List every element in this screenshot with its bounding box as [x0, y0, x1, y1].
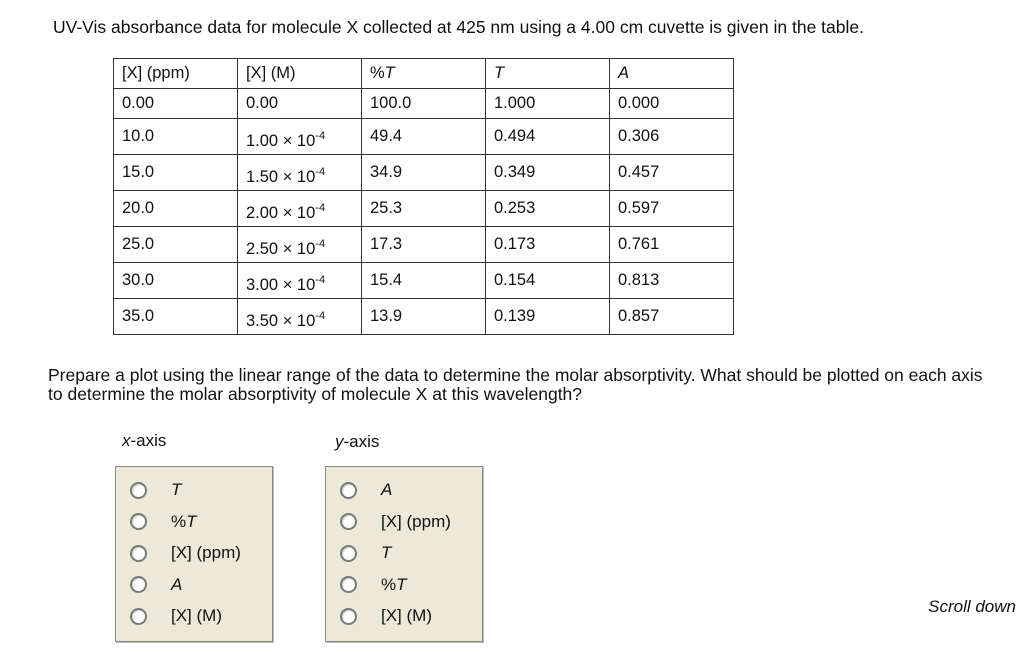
- radio-button[interactable]: [340, 513, 357, 530]
- table-row: [114, 89, 734, 119]
- cell-molar: $3.50 \times 10^{-4}$: [238, 299, 362, 335]
- radio-button[interactable]: [340, 545, 357, 562]
- cell-transmittance: 0.154: [486, 263, 610, 299]
- table-row: [114, 155, 734, 191]
- header-percent-t: %T: [362, 59, 486, 89]
- cell-molar: $2.50 \times 10^{-4}$: [238, 227, 362, 263]
- table-row: [114, 227, 734, 263]
- radio-button[interactable]: [340, 576, 357, 593]
- option-label: A: [171, 574, 183, 594]
- radio-button[interactable]: [340, 482, 357, 499]
- question-text: Prepare a plot using the linear range of the data to determine the molar absorptivity. What should be plotted on each axis to determine the molar absorptivity of molecule X at this wavelength?: [48, 365, 983, 404]
- cell-ppm: 0.00: [114, 89, 238, 119]
- x-axis-option-2[interactable]: [116, 541, 241, 565]
- cell-ppm: 30.0: [114, 263, 238, 299]
- option-label: T: [381, 543, 392, 562]
- option-label: %T: [171, 511, 197, 531]
- cell-transmittance: 0.173: [486, 227, 610, 263]
- cell-molar: 0.00: [238, 89, 362, 119]
- cell-transmittance: 1.000: [486, 89, 610, 119]
- y-axis-option-1[interactable]: [326, 510, 451, 534]
- header-ppm: [X] (ppm): [114, 59, 238, 89]
- cell-transmittance: 0.139: [486, 299, 610, 335]
- cell-absorbance: 0.457: [610, 155, 734, 191]
- cell-percent-t: 49.4: [362, 119, 486, 155]
- cell-molar: $1.50 \times 10^{-4}$: [238, 155, 362, 191]
- cell-ppm: 25.0: [114, 227, 238, 263]
- cell-absorbance: 0.000: [610, 89, 734, 119]
- option-label: [X] (ppm): [381, 511, 451, 531]
- cell-percent-t: 100.0: [362, 89, 486, 119]
- scroll-down-hint: Scroll down: [928, 597, 1016, 616]
- y-axis-option-3[interactable]: [326, 573, 407, 597]
- cell-ppm: 20.0: [114, 191, 238, 227]
- cell-molar: $3.00 \times 10^{-4}$: [238, 263, 362, 299]
- y-axis-option-4[interactable]: [326, 604, 432, 628]
- option-label: [X] (ppm): [171, 543, 241, 562]
- x-axis-option-3[interactable]: [116, 573, 182, 597]
- radio-button[interactable]: [130, 545, 147, 562]
- x-axis-label: x-axis: [122, 431, 167, 450]
- option-label: %T: [381, 574, 407, 594]
- radio-button[interactable]: [130, 576, 147, 593]
- x-axis-options: [115, 466, 273, 642]
- header-transmittance: T: [486, 59, 610, 89]
- cell-absorbance: 0.813: [610, 263, 734, 299]
- cell-ppm: 35.0: [114, 299, 238, 335]
- problem-intro: UV-Vis absorbance data for molecule X collected at 425 nm using a 4.00 cm cuvette is given in the table.: [53, 17, 864, 37]
- y-axis-option-2[interactable]: [326, 541, 391, 565]
- cell-percent-t: 15.4: [362, 263, 486, 299]
- table-row: [114, 263, 734, 299]
- cell-molar: $2.00 \times 10^{-4}$: [238, 191, 362, 227]
- cell-ppm: 10.0: [114, 119, 238, 155]
- cell-percent-t: 17.3: [362, 227, 486, 263]
- cell-absorbance: 0.597: [610, 191, 734, 227]
- y-axis-option-0[interactable]: [326, 478, 392, 502]
- y-axis-label: y-axis: [335, 432, 380, 451]
- cell-transmittance: 0.494: [486, 119, 610, 155]
- x-axis-option-1[interactable]: [116, 510, 197, 534]
- radio-button[interactable]: [130, 482, 147, 499]
- cell-transmittance: 0.349: [486, 155, 610, 191]
- cell-percent-t: 34.9: [362, 155, 486, 191]
- cell-absorbance: 0.857: [610, 299, 734, 335]
- cell-absorbance: 0.761: [610, 227, 734, 263]
- y-axis-options: [325, 466, 483, 642]
- radio-button[interactable]: [340, 608, 357, 625]
- table-row: [114, 299, 734, 335]
- table-row: [114, 191, 734, 227]
- table-row: [114, 119, 734, 155]
- option-label: A: [381, 480, 393, 499]
- x-axis-option-4[interactable]: [116, 604, 222, 628]
- option-label: T: [171, 480, 182, 499]
- cell-transmittance: 0.253: [486, 191, 610, 227]
- absorbance-table: [113, 58, 734, 335]
- cell-percent-t: 25.3: [362, 191, 486, 227]
- cell-percent-t: 13.9: [362, 299, 486, 335]
- option-label: [X] (M): [171, 606, 222, 625]
- option-label: [X] (M): [381, 606, 432, 625]
- radio-button[interactable]: [130, 513, 147, 530]
- cell-ppm: 15.0: [114, 155, 238, 191]
- header-absorbance: A: [610, 59, 734, 89]
- cell-absorbance: 0.306: [610, 119, 734, 155]
- x-axis-option-0[interactable]: [116, 478, 181, 502]
- header-molar: [X] (M): [238, 59, 362, 89]
- radio-button[interactable]: [130, 608, 147, 625]
- table-header-row: [114, 59, 734, 89]
- cell-molar: $1.00 \times 10^{-4}$: [238, 119, 362, 155]
